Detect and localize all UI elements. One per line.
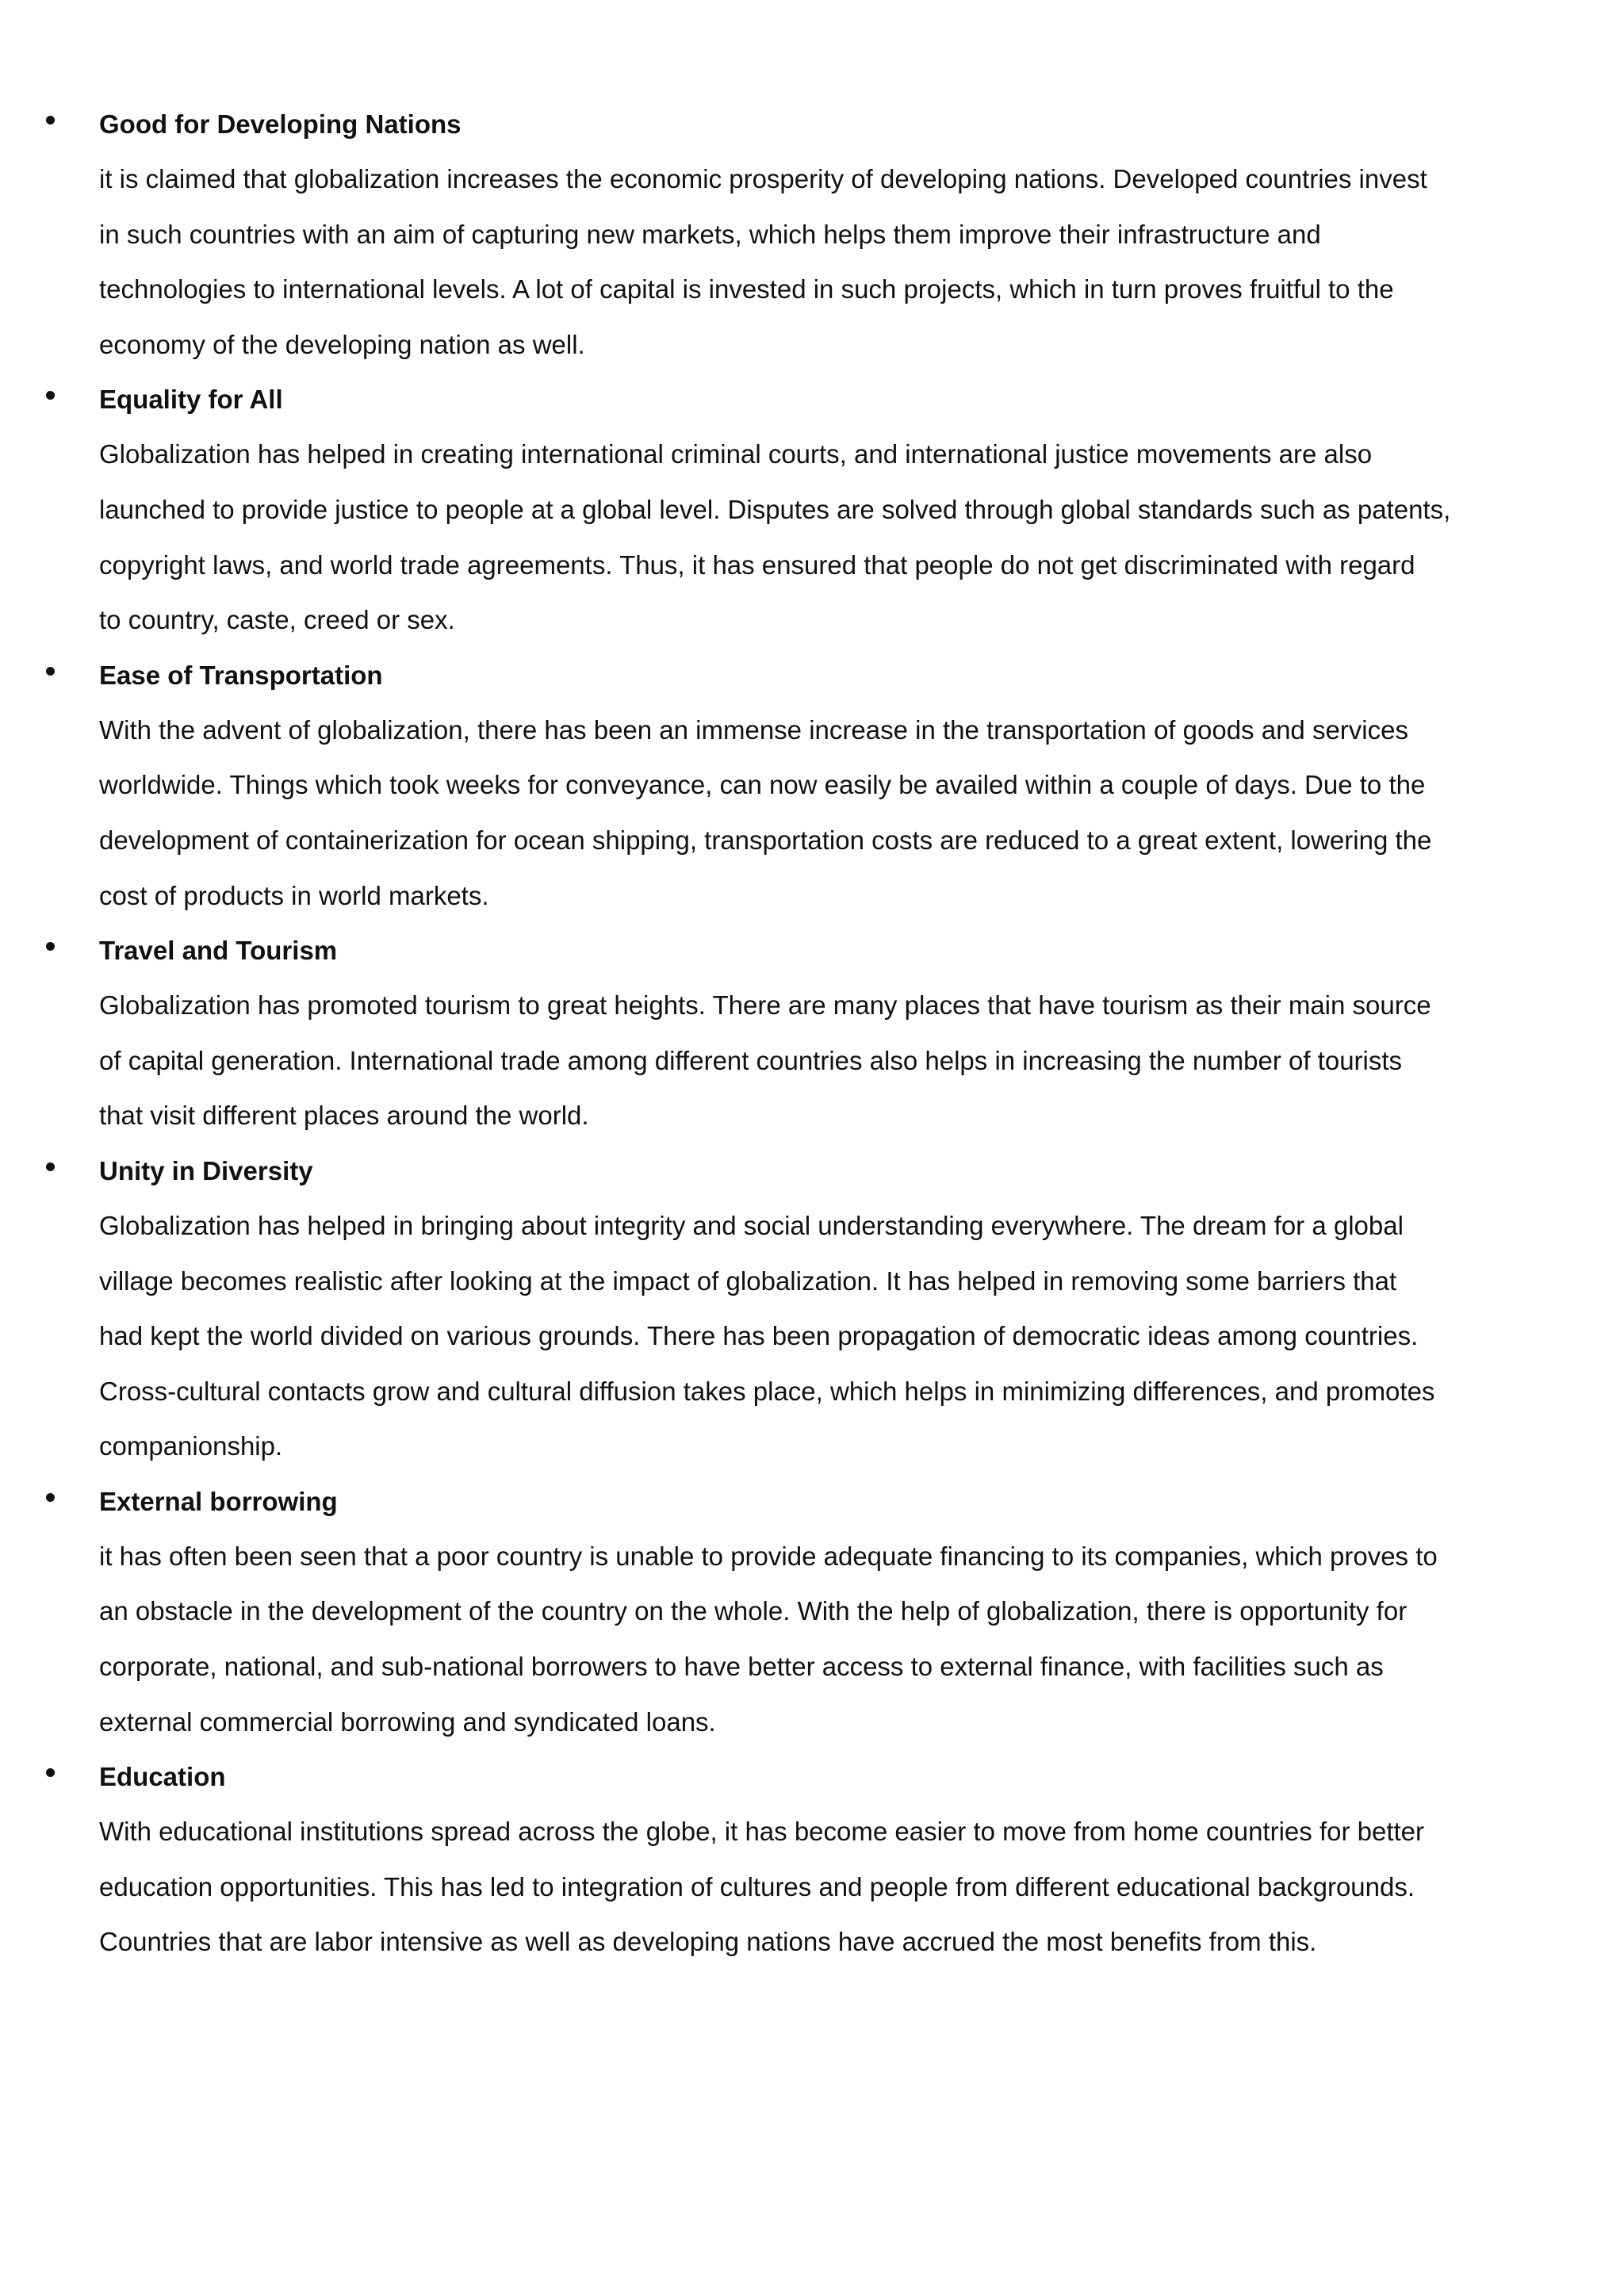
section-body	[99, 1804, 1526, 1970]
section-heading: Education	[99, 1762, 226, 1792]
body-line: it has often been seen that a poor country is unable to provide adequate financing to its companies, which proves to	[99, 1541, 1438, 1571]
body-line: corporate, national, and sub-national borrowers to have better access to external finance, with facilities such as	[99, 1652, 1384, 1682]
body-line: to country, caste, creed or sex.	[99, 605, 455, 635]
body-line: Globalization has helped in creating international criminal courts, and international justice movements are also	[99, 439, 1373, 469]
body-line: Cross-cultural contacts grow and cultural diffusion takes place, which helps in minimizing differences, and promotes	[99, 1376, 1435, 1406]
body-line: technologies to international levels. A lot of capital is invested in such projects, which in turn proves fruitful to the	[99, 274, 1394, 304]
list-item	[0, 372, 1526, 647]
body-line: that visit different places around the world.	[99, 1101, 589, 1131]
body-line: launched to provide justice to people at a global level. Disputes are solved through global standards such as patents,	[99, 494, 1451, 524]
body-line: Globalization has promoted tourism to great heights. There are many places that have tourism as their main source	[99, 990, 1431, 1021]
section-heading: Equality for All	[99, 385, 283, 415]
body-line: economy of the developing nation as well.	[99, 329, 585, 359]
bullet-icon	[46, 667, 55, 676]
section-heading: External borrowing	[99, 1486, 338, 1516]
section-heading: Ease of Transportation	[99, 660, 383, 690]
body-line: of capital generation. International trade among different countries also helps in increasing the number of tourists	[99, 1045, 1403, 1075]
body-line: an obstacle in the development of the country on the whole. With the help of globalization, there is opportunity for	[99, 1596, 1408, 1626]
section-body	[99, 427, 1526, 647]
body-line: external commercial borrowing and syndicated loans.	[99, 1706, 716, 1737]
bullet-icon	[46, 1768, 55, 1777]
body-line: it is claimed that globalization increases the economic prosperity of developing nations. Developed countries invest	[99, 164, 1427, 193]
section-body	[99, 1198, 1526, 1474]
section-body	[99, 151, 1526, 372]
bullet-icon	[46, 1493, 55, 1502]
section-body	[99, 1529, 1526, 1749]
list-item	[0, 1749, 1526, 1970]
body-line: worldwide. Things which took weeks for conveyance, can now easily be availed within a couple of days. Due to the	[99, 770, 1426, 800]
section-body	[99, 703, 1526, 923]
body-line: Globalization has helped in bringing about integrity and social understanding everywhere. The dream for a global	[99, 1210, 1404, 1240]
body-line: cost of products in world markets.	[99, 880, 489, 910]
body-line: Countries that are labor intensive as well as developing nations have accrued the most benefits from this.	[99, 1927, 1317, 1957]
body-line: With the advent of globalization, there has been an immense increase in the transportation of goods and services	[99, 714, 1408, 745]
body-line: With educational institutions spread across the globe, it has become easier to move from home countries for better	[99, 1817, 1425, 1847]
section-heading: Good for Developing Nations	[99, 109, 462, 139]
body-line: companionship.	[99, 1431, 283, 1461]
body-line: copyright laws, and world trade agreements. Thus, it has ensured that people do not get discriminated with regard	[99, 550, 1415, 580]
body-line: in such countries with an aim of capturing new markets, which helps them improve their infrastructure and	[99, 219, 1321, 249]
benefits-list	[0, 97, 1624, 1970]
list-item	[0, 1474, 1526, 1749]
section-body	[99, 978, 1526, 1143]
section-heading: Unity in Diversity	[99, 1155, 313, 1185]
section-heading: Travel and Tourism	[99, 936, 338, 966]
bullet-icon	[46, 391, 55, 400]
bullet-icon	[46, 942, 55, 951]
body-line: village becomes realistic after looking at the impact of globalization. It has helped in removing some barriers that	[99, 1266, 1397, 1296]
body-line: education opportunities. This has led to integration of cultures and people from different educational backgrounds.	[99, 1871, 1415, 1901]
list-item	[0, 1143, 1526, 1474]
list-item	[0, 97, 1526, 372]
body-line: had kept the world divided on various grounds. There has been propagation of democratic ideas among countries.	[99, 1321, 1419, 1351]
bullet-icon	[46, 1162, 55, 1171]
body-line: development of containerization for ocean shipping, transportation costs are reduced to a great extent, lowering the	[99, 825, 1432, 855]
list-item	[0, 923, 1526, 1143]
bullet-icon	[46, 116, 55, 124]
list-item	[0, 648, 1526, 923]
